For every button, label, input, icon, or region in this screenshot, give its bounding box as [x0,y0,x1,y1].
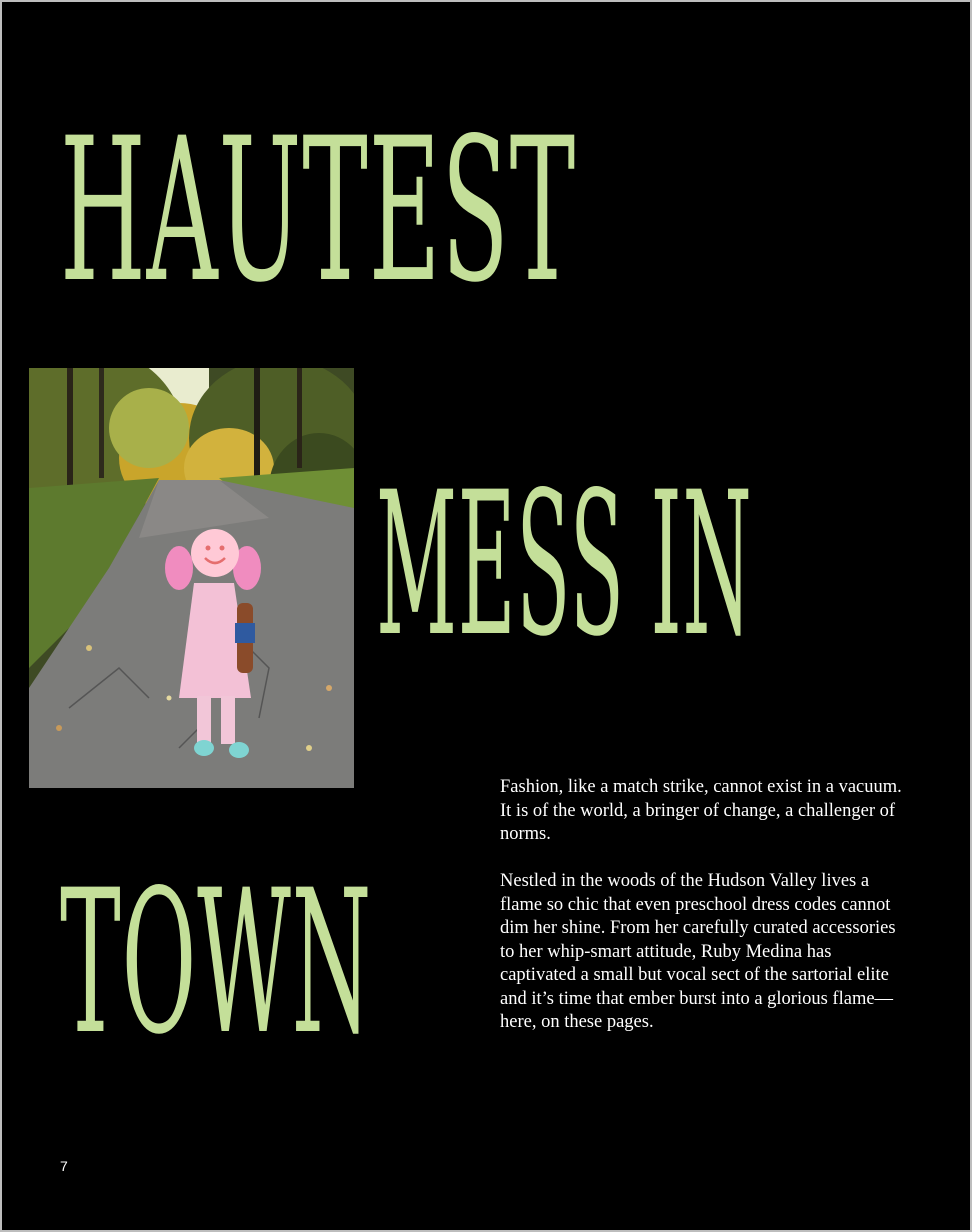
headline-line-2: MESS IN [376,451,753,681]
headline-line-1: HAUTEST [60,97,577,327]
headline-line-3: TOWN [60,849,373,1079]
body-paragraph-2: Nestled in the woods of the Hudson Valley lives a flame so chic that even preschool dress codes cannot dim her shine. From her carefully curated accessories to her whip-smart attitude, Ruby Medina has captivated a small but vocal sect of the sartorial elite and it’s time that ember burst into a glorious flame—here, on these pages. [500,871,896,1032]
feature-photo [29,368,354,788]
body-paragraph-1: Fashion, like a match strike, cannot exist in a vacuum. It is of the world, a bringer of change, a challenger of norms. [500,777,902,844]
photo-illustration [29,368,354,788]
page-number: 7 [60,1158,68,1174]
article-body [500,776,912,1058]
